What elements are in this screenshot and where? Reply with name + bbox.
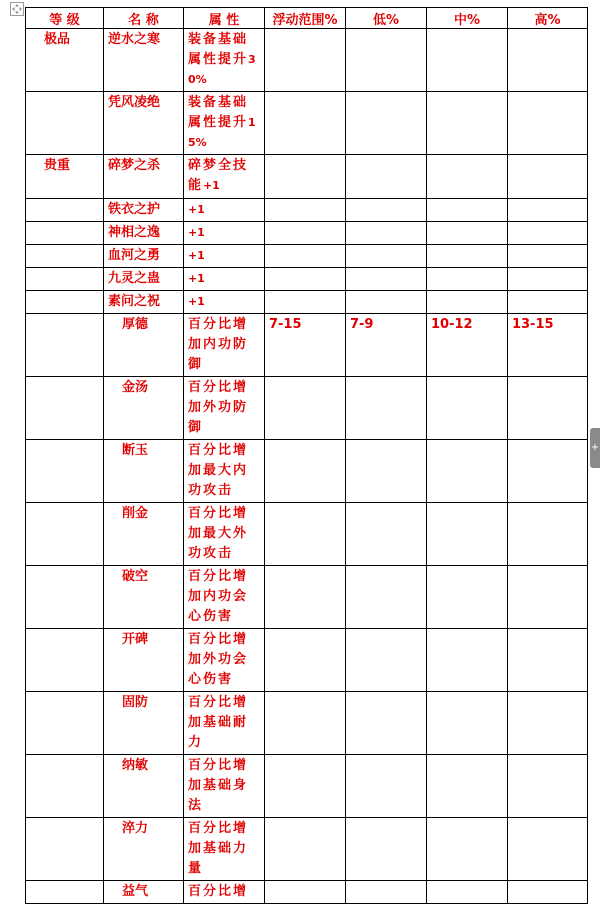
cell-attr: [183, 314, 264, 377]
cell-range: [264, 440, 345, 503]
table-row: [26, 29, 588, 92]
cell-range: [264, 245, 345, 268]
cell-range: [264, 291, 345, 314]
cell-grade: [26, 291, 104, 314]
cell-high: [507, 566, 587, 629]
cell-attr: [183, 566, 264, 629]
cell-low: [345, 268, 426, 291]
cell-grade: [26, 755, 104, 818]
cell-range: [264, 199, 345, 222]
cell-attr: [183, 92, 264, 155]
header-name: 名 称: [103, 8, 183, 29]
cell-low: [345, 92, 426, 155]
cell-name: 断玉: [103, 440, 183, 503]
cell-grade: [26, 881, 104, 904]
cell-attr: [183, 881, 264, 904]
cell-name: 金汤: [103, 377, 183, 440]
cell-mid: [426, 377, 507, 440]
table-row: [26, 692, 588, 755]
cell-range: [264, 881, 345, 904]
cell-high: [507, 245, 587, 268]
attr-text: 百分比增: [187, 884, 248, 899]
cell-range: [264, 566, 345, 629]
cell-name: 淬力: [103, 818, 183, 881]
cell-high: [507, 440, 587, 503]
cell-low: [345, 755, 426, 818]
cell-grade: [26, 377, 104, 440]
attr-text: 装备基础属性提升: [187, 95, 248, 130]
attribute-table: [25, 7, 588, 904]
header-range: 浮动范围%: [264, 8, 345, 29]
cell-high: [507, 881, 587, 904]
cell-grade: [26, 692, 104, 755]
cell-name: 素问之祝: [103, 291, 183, 314]
cell-mid: [426, 503, 507, 566]
table-row: [26, 566, 588, 629]
cell-mid: [426, 881, 507, 904]
cell-name: 九灵之蛊: [103, 268, 183, 291]
cell-name: 血河之勇: [103, 245, 183, 268]
cell-low: [345, 566, 426, 629]
cell-attr: [183, 29, 264, 92]
cell-name: 神相之逸: [103, 222, 183, 245]
cell-mid: [426, 818, 507, 881]
cell-attr: [183, 155, 264, 199]
table-row: [26, 155, 588, 199]
cell-high: [507, 503, 587, 566]
table-row: [26, 818, 588, 881]
cell-range: [264, 377, 345, 440]
cell-low: [345, 155, 426, 199]
attr-text: 碎梦全技能: [187, 158, 248, 193]
attr-text: 百分比增加基础身法: [187, 758, 248, 813]
cell-range: [264, 755, 345, 818]
cell-attr: [183, 503, 264, 566]
cell-mid: [426, 199, 507, 222]
cell-low: [345, 503, 426, 566]
cell-grade: [26, 92, 104, 155]
cell-attr: [183, 245, 264, 268]
table-row: [26, 245, 588, 268]
cell-high: 13-15: [507, 314, 587, 377]
attr-text: 百分比增加基础耐力: [187, 695, 248, 750]
attr-value: +1: [187, 272, 205, 285]
attr-value: +1: [187, 203, 205, 216]
cell-name: 开碑: [103, 629, 183, 692]
cell-range: [264, 155, 345, 199]
cell-range: [264, 222, 345, 245]
attr-text: 百分比增加最大内功攻击: [187, 443, 248, 498]
table-row: [26, 268, 588, 291]
cell-attr: [183, 291, 264, 314]
attr-value: +1: [187, 226, 205, 239]
attr-value: +1: [187, 249, 205, 262]
cell-mid: [426, 566, 507, 629]
cell-attr: [183, 199, 264, 222]
cell-attr: [183, 377, 264, 440]
cell-attr: [183, 222, 264, 245]
cell-high: [507, 692, 587, 755]
header-mid: 中%: [426, 8, 507, 29]
cell-grade: [26, 629, 104, 692]
attr-text: 百分比增加外功会心伤害: [187, 632, 248, 687]
cell-high: [507, 155, 587, 199]
cell-high: [507, 291, 587, 314]
cell-attr: [183, 692, 264, 755]
cell-high: [507, 29, 587, 92]
cell-mid: [426, 268, 507, 291]
cell-grade: [26, 566, 104, 629]
cell-name: 碎梦之杀: [103, 155, 183, 199]
attr-value: +1: [202, 179, 220, 192]
cell-grade: [26, 818, 104, 881]
cell-range: 7-15: [264, 314, 345, 377]
cell-mid: [426, 629, 507, 692]
cell-range: [264, 268, 345, 291]
cell-mid: [426, 155, 507, 199]
cell-grade: [26, 199, 104, 222]
cell-grade: [26, 314, 104, 377]
table-row: [26, 92, 588, 155]
cell-mid: [426, 440, 507, 503]
side-tab-plus-icon[interactable]: +: [590, 428, 600, 468]
cell-high: [507, 222, 587, 245]
cell-high: [507, 755, 587, 818]
cell-grade: [26, 245, 104, 268]
attr-text: 百分比增加内功会心伤害: [187, 569, 248, 624]
table-row: [26, 222, 588, 245]
cell-name: 固防: [103, 692, 183, 755]
cell-grade: [26, 222, 104, 245]
cell-attr: [183, 268, 264, 291]
cell-attr: [183, 755, 264, 818]
header-high: 高%: [507, 8, 587, 29]
cell-range: [264, 692, 345, 755]
cell-low: [345, 199, 426, 222]
table-row: [26, 199, 588, 222]
cell-name: 厚德: [103, 314, 183, 377]
table-row: [26, 503, 588, 566]
table-row: [26, 755, 588, 818]
cell-name: 削金: [103, 503, 183, 566]
cell-attr: [183, 629, 264, 692]
cell-range: [264, 629, 345, 692]
header-low: 低%: [345, 8, 426, 29]
attr-text: 百分比增加外功防御: [187, 380, 248, 435]
table-header-row: [26, 8, 588, 29]
header-grade: 等 级: [26, 8, 104, 29]
cell-name: 益气: [103, 881, 183, 904]
cell-high: [507, 377, 587, 440]
attr-value: +1: [187, 295, 205, 308]
cell-grade: [26, 440, 104, 503]
cell-name: 铁衣之护: [103, 199, 183, 222]
cell-low: [345, 222, 426, 245]
cell-low: [345, 29, 426, 92]
cell-mid: [426, 222, 507, 245]
cell-high: [507, 199, 587, 222]
header-attr: 属 性: [183, 8, 264, 29]
cell-low: [345, 245, 426, 268]
table-row: [26, 377, 588, 440]
attr-text: 百分比增加内功防御: [187, 317, 248, 372]
cell-low: [345, 291, 426, 314]
cell-low: [345, 692, 426, 755]
cell-low: [345, 818, 426, 881]
cell-mid: [426, 755, 507, 818]
cell-grade: 极品: [26, 29, 104, 92]
cell-name: 逆水之寒: [103, 29, 183, 92]
cell-grade: 贵重: [26, 155, 104, 199]
cell-low: [345, 881, 426, 904]
cell-mid: [426, 692, 507, 755]
cell-attr: [183, 440, 264, 503]
table-row: [26, 440, 588, 503]
table-row: [26, 291, 588, 314]
cell-mid: [426, 92, 507, 155]
cell-name: 破空: [103, 566, 183, 629]
attr-text: 百分比增加最大外功攻击: [187, 506, 248, 561]
table-row: [26, 629, 588, 692]
cell-range: [264, 29, 345, 92]
cell-mid: 10-12: [426, 314, 507, 377]
cell-range: [264, 503, 345, 566]
cell-high: [507, 818, 587, 881]
attr-text: 百分比增加基础力量: [187, 821, 248, 876]
cell-mid: [426, 29, 507, 92]
table-move-handle-icon[interactable]: [10, 1, 24, 15]
cell-grade: [26, 268, 104, 291]
cell-low: [345, 629, 426, 692]
cell-high: [507, 268, 587, 291]
cell-low: [345, 440, 426, 503]
cell-range: [264, 92, 345, 155]
cell-attr: [183, 818, 264, 881]
cell-high: [507, 92, 587, 155]
cell-grade: [26, 503, 104, 566]
table-row: [26, 881, 588, 904]
cell-low: 7-9: [345, 314, 426, 377]
attr-value: 15%: [187, 116, 256, 149]
attr-value: 30%: [187, 53, 256, 86]
cell-name: 凭风凌绝: [103, 92, 183, 155]
cell-high: [507, 629, 587, 692]
cell-range: [264, 818, 345, 881]
cell-mid: [426, 291, 507, 314]
cell-low: [345, 377, 426, 440]
attr-text: 装备基础属性提升: [187, 32, 248, 67]
table-row: [26, 314, 588, 377]
cell-mid: [426, 245, 507, 268]
cell-name: 纳敏: [103, 755, 183, 818]
